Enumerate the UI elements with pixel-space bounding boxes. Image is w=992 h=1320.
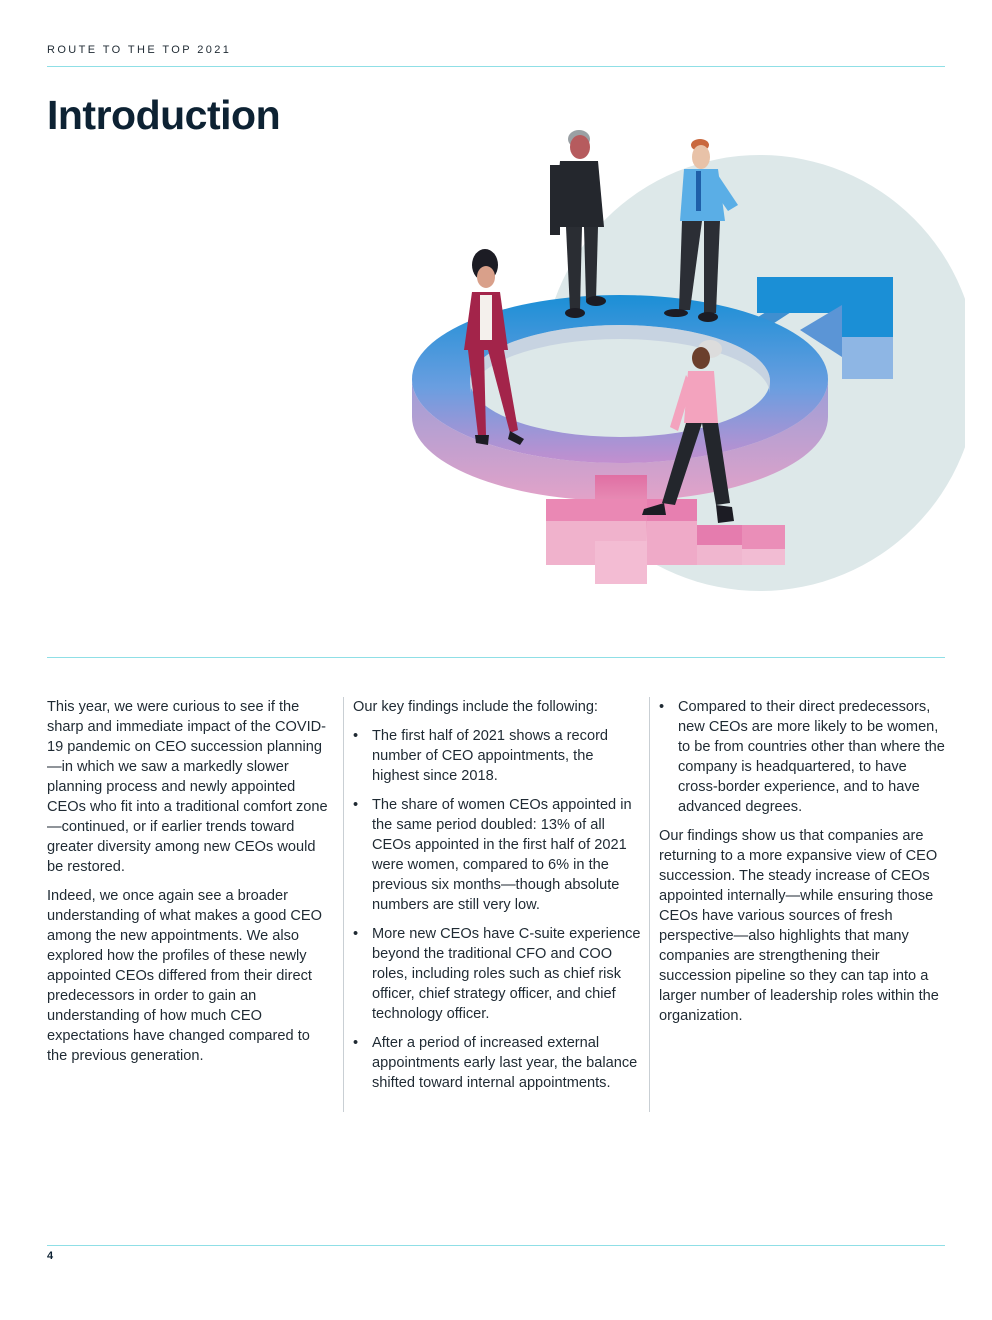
column-separator: [343, 697, 344, 1112]
findings-list-continued: [659, 697, 949, 817]
list-item: • The first half of 2021 shows a record number of CEO appointments, the highest since 2018.: [353, 728, 609, 784]
bullet: •: [353, 926, 359, 942]
page-number: 4: [47, 1250, 54, 1262]
page-title: Introduction: [47, 92, 281, 138]
section-divider: [47, 657, 945, 658]
bullet: •: [659, 699, 665, 715]
list-item: • After a period of increased external appointments early last year, the balance shifted toward internal appointments.: [353, 1035, 638, 1091]
bullet: •: [353, 1035, 359, 1051]
male-female-symbol-illustration: [390, 105, 965, 620]
intro-paragraph-2: Indeed, we once again see a broader understanding of what makes a good CEO among the new appointments. We also explored how the profiles of these newly appointed CEOs differed from their direct predecessors in order to gain an understanding of how much CEO expectations have changed compared to the previous generation.: [47, 888, 323, 1064]
column-separator: [649, 697, 650, 1112]
findings-intro: Our key findings include the following:: [353, 699, 598, 715]
column-key-findings: [353, 697, 641, 1102]
bullet: •: [353, 797, 359, 813]
intro-paragraph-1: This year, we were curious to see if the sharp and immediate impact of the COVID-19 pandemic on CEO succession planning—in which we saw a markedly slower planning process and newly appointed CEOs who fit into a traditional comfort zone—continued, or if earlier trends toward greater diversity among new CEOs would be restored.: [47, 699, 328, 875]
list-item: • The share of women CEOs appointed in the same period doubled: 13% of all CEOs appointed in the first half of 2021 were women, compared to 6% in the previous six months—though absolute numbers are still very low.: [353, 797, 632, 913]
running-header: ROUTE TO THE TOP 2021: [47, 44, 232, 56]
footer-divider: [47, 1245, 945, 1246]
conclusion-paragraph: Our findings show us that companies are returning to a more expansive view of CEO succession. The steady increase of CEOs appointed internally—while ensuring those CEOs have various sources of fresh perspective—also highlights that many companies are strengthening their succession pipeline so they can tap into a larger number of leadership roles within the organization.: [659, 828, 939, 1024]
bullet: •: [353, 728, 359, 744]
top-divider: [47, 66, 945, 67]
list-item: • Compared to their direct predecessors, new CEOs are more likely to be women, to be from countries other than where the company is headquartered, to have cross-border experience, and to have advanced degrees.: [659, 699, 945, 815]
column-intro: [47, 697, 332, 1075]
findings-list: [353, 726, 641, 1093]
column-conclusions: [659, 697, 949, 1035]
list-item: • More new CEOs have C-suite experience beyond the traditional CFO and COO roles, including roles such as chief risk officer, chief strategy officer, and chief technology officer.: [353, 926, 641, 1022]
